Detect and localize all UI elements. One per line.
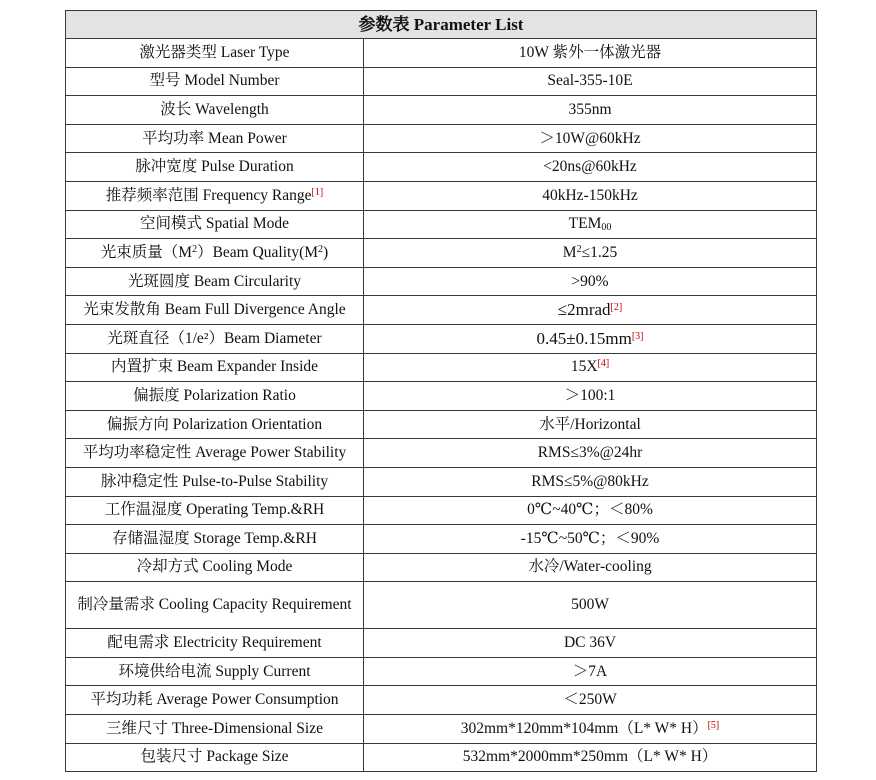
param-value-cell bbox=[364, 296, 817, 325]
param-value: 40kHz-150kHz bbox=[364, 181, 817, 210]
param-value: 355nm bbox=[364, 96, 817, 125]
param-value: DC 36V bbox=[364, 629, 817, 658]
table-row bbox=[66, 743, 817, 772]
param-value-cell bbox=[364, 324, 817, 353]
table-title: 参数表 Parameter List bbox=[66, 11, 817, 39]
param-value: RMS≤3%@24hr bbox=[364, 439, 817, 468]
param-value: 0℃~40℃；＜80% bbox=[364, 496, 817, 525]
table-row bbox=[66, 239, 817, 268]
footnote-ref: [3] bbox=[631, 330, 644, 342]
footnote-ref: [4] bbox=[597, 358, 610, 370]
param-label: 三维尺寸 Three-Dimensional Size bbox=[66, 715, 364, 744]
param-value-cell bbox=[364, 210, 817, 239]
parameter-table bbox=[65, 10, 817, 772]
table-row bbox=[66, 67, 817, 96]
param-value: 500W bbox=[364, 582, 817, 629]
param-value: TEM bbox=[568, 215, 602, 233]
param-value: >90% bbox=[364, 267, 817, 296]
table-row bbox=[66, 96, 817, 125]
subscript: 00 bbox=[601, 222, 612, 234]
param-value-cell bbox=[364, 353, 817, 382]
param-value: Seal-355-10E bbox=[364, 67, 817, 96]
footnote-ref: [2] bbox=[610, 302, 623, 314]
param-label: 空间模式 Spatial Mode bbox=[66, 210, 364, 239]
superscript: 2 bbox=[318, 243, 324, 255]
label-part: 光束质量（M bbox=[100, 243, 193, 261]
param-value: 水平/Horizontal bbox=[364, 410, 817, 439]
param-label: 冷却方式 Cooling Mode bbox=[66, 553, 364, 582]
param-value: RMS≤5%@80kHz bbox=[364, 467, 817, 496]
table-row bbox=[66, 181, 817, 210]
label-part: ) bbox=[323, 243, 329, 261]
table-row bbox=[66, 657, 817, 686]
param-label: 包装尺寸 Package Size bbox=[66, 743, 364, 772]
param-value: ＜250W bbox=[364, 686, 817, 715]
param-label: 工作温湿度 Operating Temp.&RH bbox=[66, 496, 364, 525]
table-row bbox=[66, 39, 817, 68]
param-label: 内置扩束 Beam Expander Inside bbox=[66, 353, 364, 382]
param-value: ≤2mrad bbox=[557, 300, 611, 320]
param-value-cell bbox=[364, 715, 817, 744]
table-row bbox=[66, 410, 817, 439]
table-row bbox=[66, 496, 817, 525]
table-row bbox=[66, 525, 817, 554]
param-value: <20ns@60kHz bbox=[364, 153, 817, 182]
param-value: 532mm*2000mm*250mm（L* W* H） bbox=[364, 743, 817, 772]
param-value: 水冷/Water-cooling bbox=[364, 553, 817, 582]
param-value: ＞100:1 bbox=[364, 382, 817, 411]
param-label: 制冷量需求 Cooling Capacity Requirement bbox=[66, 582, 364, 629]
superscript: 2 bbox=[192, 243, 198, 255]
footnote-ref: [1] bbox=[311, 186, 324, 198]
param-value: -15℃~50℃；＜90% bbox=[364, 525, 817, 554]
table-row bbox=[66, 715, 817, 744]
table-row bbox=[66, 324, 817, 353]
table-row bbox=[66, 353, 817, 382]
table-row bbox=[66, 124, 817, 153]
table-row bbox=[66, 439, 817, 468]
param-label: 光斑直径（1/e²）Beam Diameter bbox=[66, 324, 364, 353]
param-label: 激光器类型 Laser Type bbox=[66, 39, 364, 68]
param-value: 302mm*120mm*104mm（L* W* H） bbox=[460, 719, 708, 737]
param-label: 光斑圆度 Beam Circularity bbox=[66, 267, 364, 296]
table-row bbox=[66, 296, 817, 325]
param-label: 脉冲宽度 Pulse Duration bbox=[66, 153, 364, 182]
superscript: 2 bbox=[576, 243, 582, 255]
param-value: 15X bbox=[570, 358, 598, 376]
label-part: ）Beam Quality(M bbox=[197, 243, 319, 261]
param-label: 环境供给电流 Supply Current bbox=[66, 657, 364, 686]
table-row bbox=[66, 629, 817, 658]
param-value-cell bbox=[364, 239, 817, 268]
param-label: 光束发散角 Beam Full Divergence Angle bbox=[66, 296, 364, 325]
param-label: 偏振方向 Polarization Orientation bbox=[66, 410, 364, 439]
param-label: 波长 Wavelength bbox=[66, 96, 364, 125]
param-label-cell bbox=[66, 181, 364, 210]
table-row bbox=[66, 467, 817, 496]
footnote-ref: [5] bbox=[707, 719, 720, 731]
table-row bbox=[66, 382, 817, 411]
param-label: 偏振度 Polarization Ratio bbox=[66, 382, 364, 411]
value-part: ≤1.25 bbox=[581, 243, 618, 261]
param-value: 10W 紫外一体激光器 bbox=[364, 39, 817, 68]
param-label: 平均功率稳定性 Average Power Stability bbox=[66, 439, 364, 468]
param-label: 推荐频率范围 Frequency Range bbox=[105, 186, 312, 204]
param-label-cell bbox=[66, 239, 364, 268]
table-header-row bbox=[66, 11, 817, 39]
table-row bbox=[66, 553, 817, 582]
param-label: 平均功耗 Average Power Consumption bbox=[66, 686, 364, 715]
param-label: 脉冲稳定性 Pulse-to-Pulse Stability bbox=[66, 467, 364, 496]
value-part: M bbox=[562, 243, 577, 261]
table-row bbox=[66, 267, 817, 296]
table-row bbox=[66, 686, 817, 715]
param-value: ＞7A bbox=[364, 657, 817, 686]
param-label: 平均功率 Mean Power bbox=[66, 124, 364, 153]
param-label: 存储温湿度 Storage Temp.&RH bbox=[66, 525, 364, 554]
param-value: 0.45±0.15mm bbox=[536, 328, 632, 348]
param-label: 型号 Model Number bbox=[66, 67, 364, 96]
param-label: 配电需求 Electricity Requirement bbox=[66, 629, 364, 658]
table-row bbox=[66, 153, 817, 182]
table-row bbox=[66, 210, 817, 239]
table-row bbox=[66, 582, 817, 629]
param-value: ＞10W@60kHz bbox=[364, 124, 817, 153]
